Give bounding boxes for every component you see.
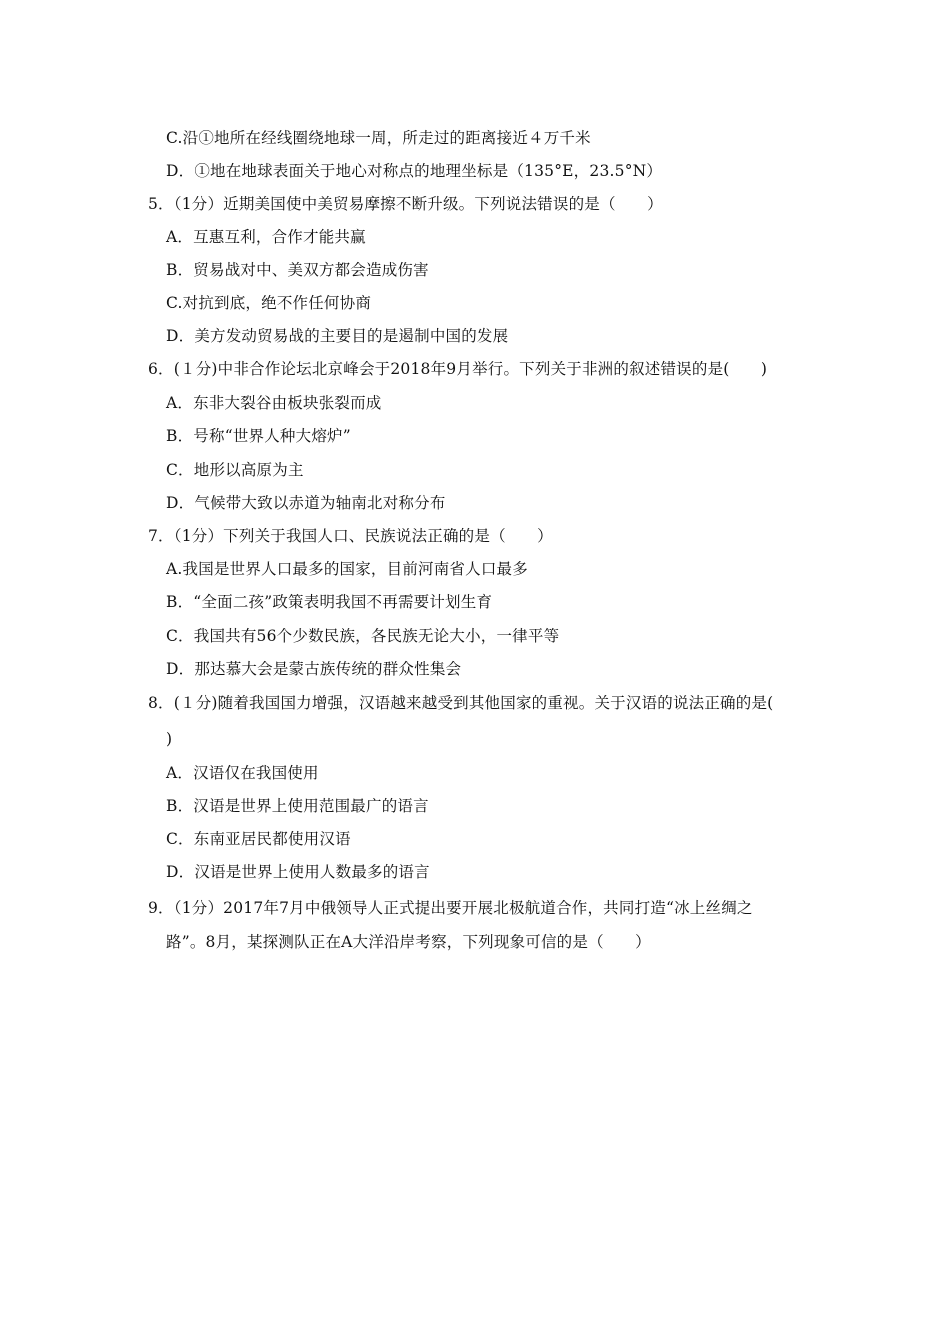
question-6-stem: 6．(１分)中非合作论坛北京峰会于2018年9月举行。下列关于非洲的叙述错误的是( ) <box>148 360 768 378</box>
option-6a: A．东非大裂谷由板块张裂而成 <box>166 394 382 412</box>
option-5a: A．互惠互利，合作才能共赢 <box>166 228 366 246</box>
option-7c: C．我国共有56个少数民族，各民族无论大小，一律平等 <box>166 627 560 645</box>
question-7-stem: 7．（1分）下列关于我国人口、民族说法正确的是（ ） <box>148 527 553 545</box>
option-8b: B．汉语是世界上使用范围最广的语言 <box>166 797 429 815</box>
option-5c: C.对抗到底，绝不作任何协商 <box>166 294 372 312</box>
option-8c: C．东南亚居民都使用汉语 <box>166 830 351 848</box>
option-6b: B．号称“世界人种大熔炉” <box>166 427 351 445</box>
option-8a: A．汉语仅在我国使用 <box>166 764 319 782</box>
option-6d: D．气候带大致以赤道为轴南北对称分布 <box>166 494 446 512</box>
question-5-stem: 5．（1分）近期美国使中美贸易摩擦不断升级。下列说法错误的是（ ） <box>148 195 663 213</box>
option-4c: C.沿①地所在经线圈绕地球一周，所走过的距离接近４万千米 <box>166 129 591 147</box>
option-4d: D．①地在地球表面关于地心对称点的地理坐标是（135°E，23.5°N） <box>166 162 663 180</box>
question-9-stem: 9．（1分）2017年7月中俄领导人正式提出要开展北极航道合作，共同打造“冰上丝绸之 <box>148 899 753 917</box>
option-7d: D．那达慕大会是蒙古族传统的群众性集会 <box>166 660 462 678</box>
option-8d: D．汉语是世界上使用人数最多的语言 <box>166 863 430 881</box>
option-7a: A.我国是世界人口最多的国家，目前河南省人口最多 <box>166 560 528 578</box>
option-5b: B．贸易战对中、美双方都会造成伤害 <box>166 261 429 279</box>
question-8-stem-continued: ) <box>166 730 173 748</box>
option-7b: B．“全面二孩”政策表明我国不再需要计划生育 <box>166 593 493 611</box>
question-9-stem-continued: 路”。8月，某探测队正在A大洋沿岸考察，下列现象可信的是（ ） <box>166 933 651 951</box>
option-6c: C．地形以高原为主 <box>166 461 304 479</box>
option-5d: D．美方发动贸易战的主要目的是遏制中国的发展 <box>166 327 509 345</box>
question-8-stem: 8．(１分)随着我国国力增强，汉语越来越受到其他国家的重视。关于汉语的说法正确的是( <box>148 694 774 712</box>
